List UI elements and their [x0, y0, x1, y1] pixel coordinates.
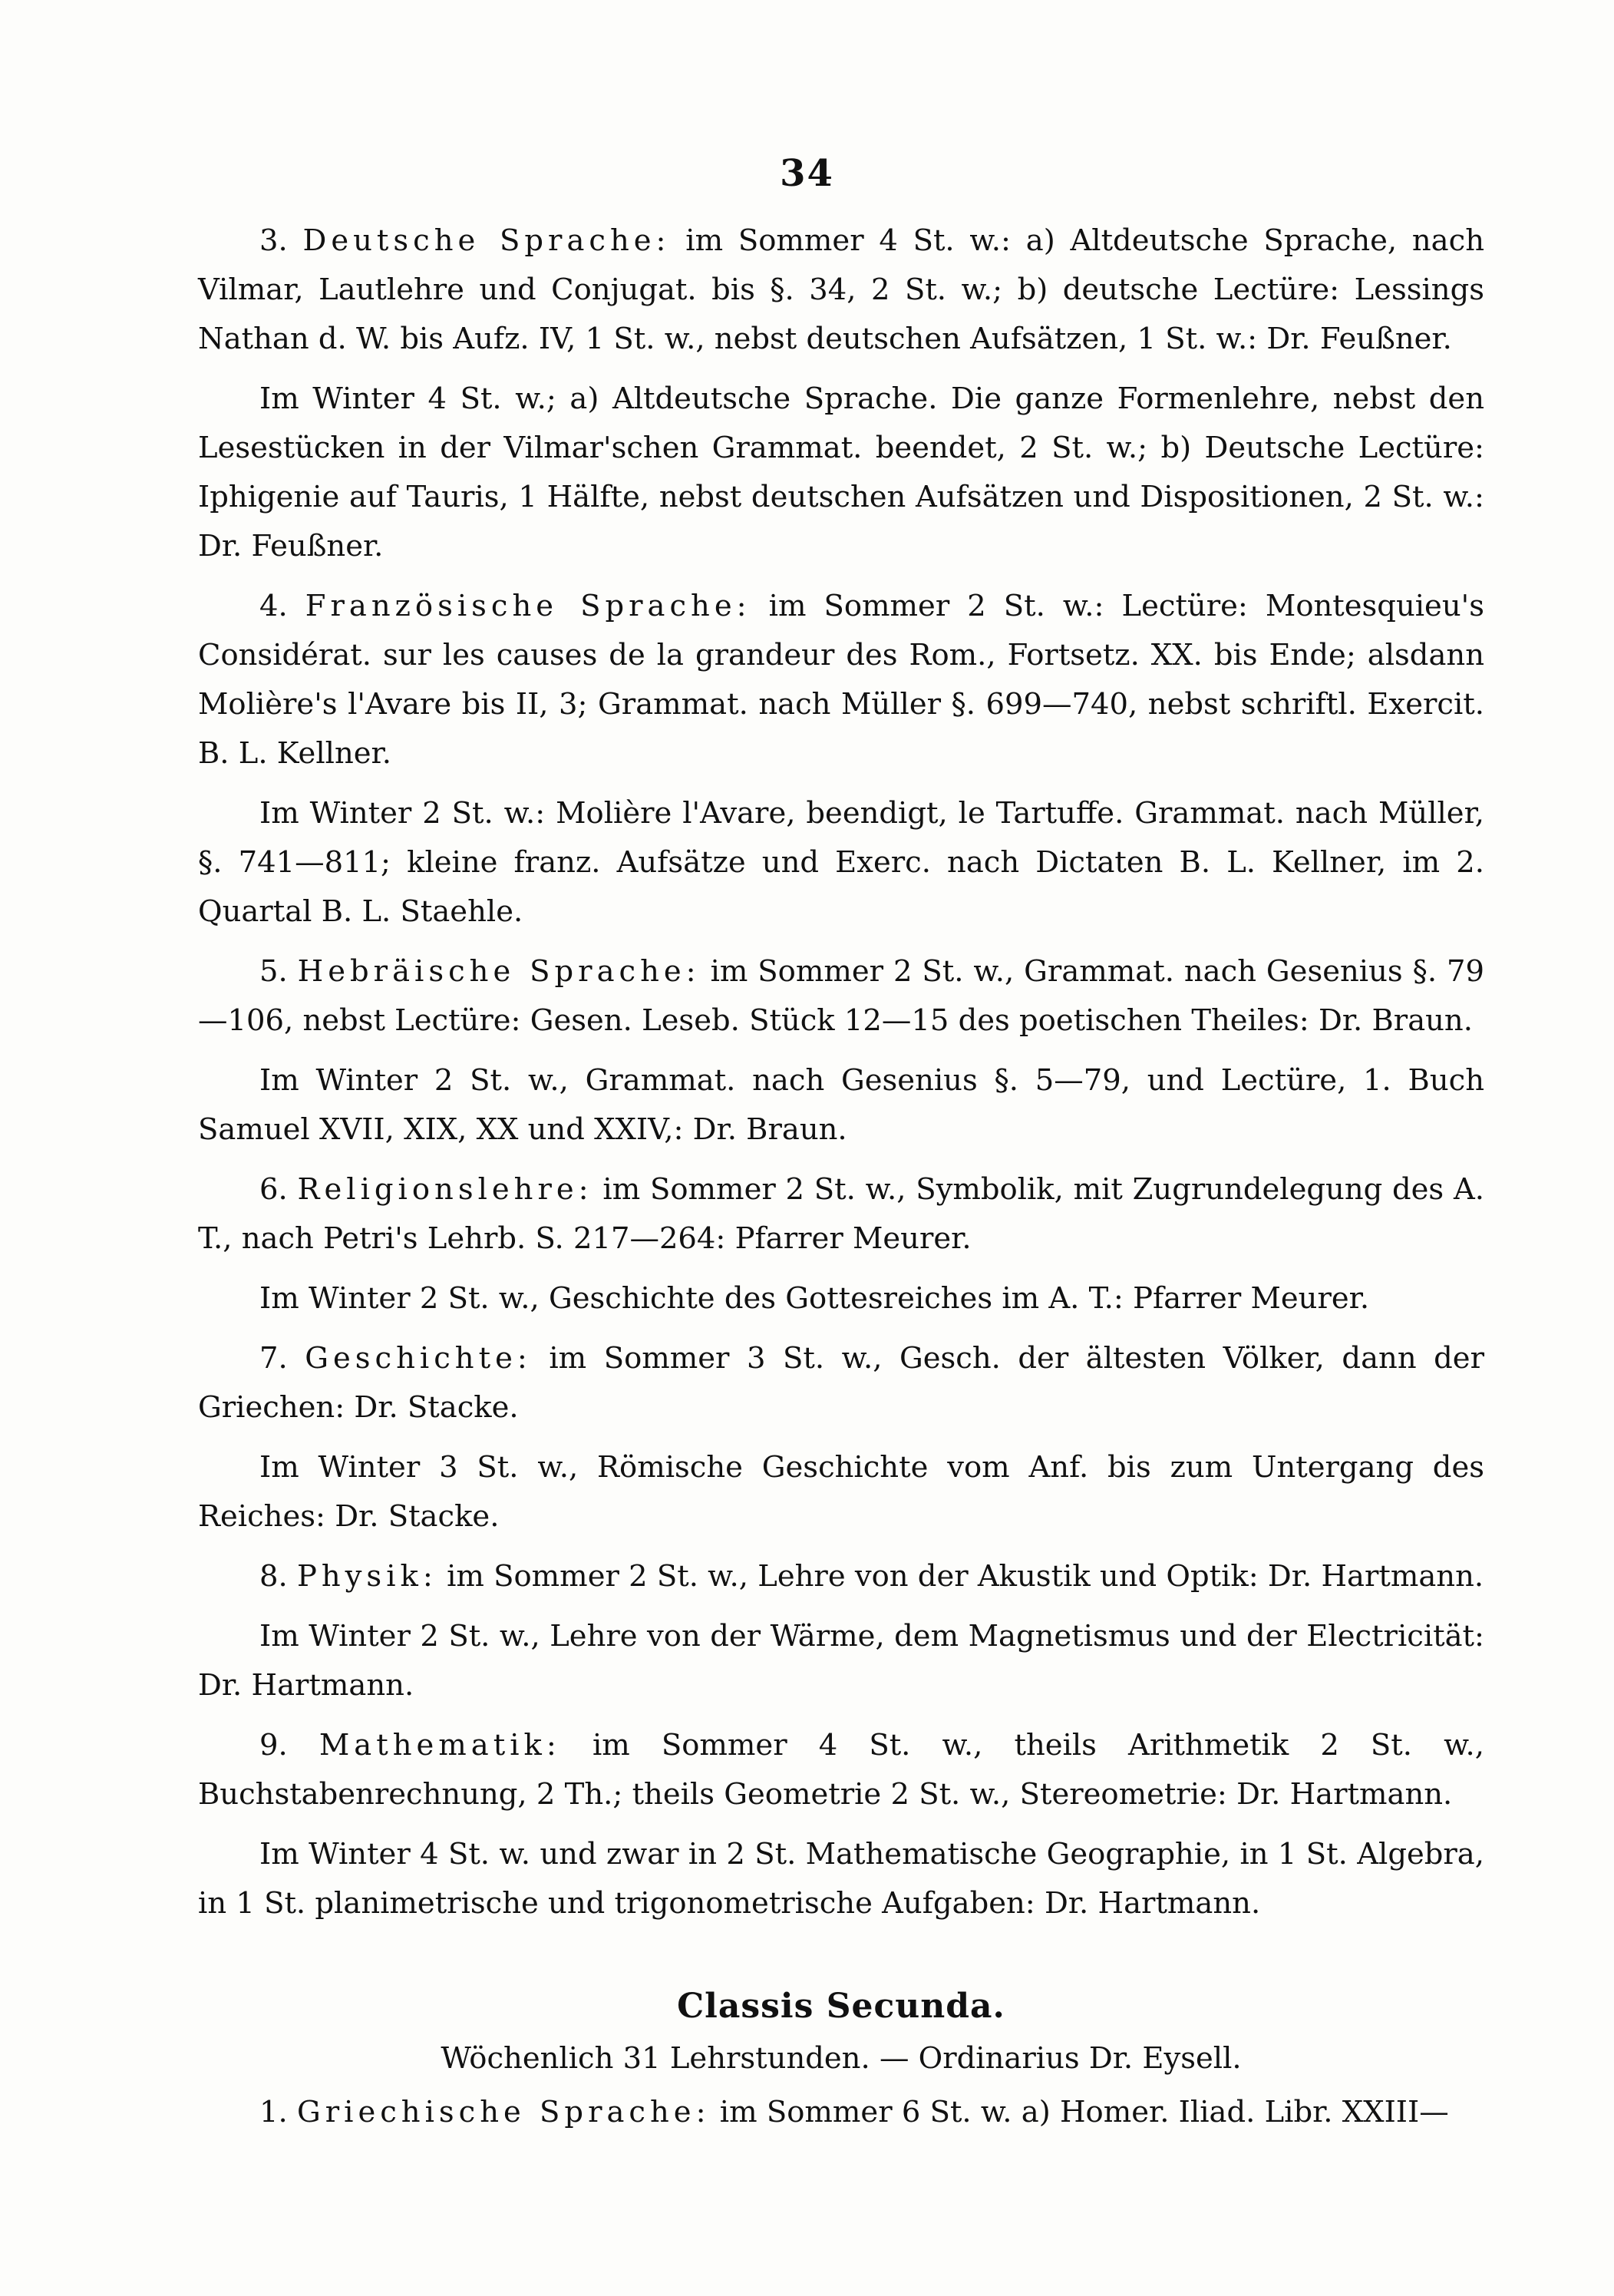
subject-heading: Religionslehre: [297, 1172, 593, 1207]
subject-heading: Geschichte: [305, 1341, 532, 1376]
paragraph-text: im Sommer 2 St. w., Lehre von der Akustik und Optik: Dr. Hartmann. [447, 1559, 1484, 1594]
paragraph-text: im Sommer 4 St. w., theils Arithmetik 2 St. w., Buchstabenrechnung, 2 Th.; theils Geometrie 2 St. w., Stereometrie: Dr. Hartmann. [198, 1728, 1484, 1812]
paragraph-text: Im Winter 2 St. w.: Molière l'Avare, beendigt, le Tartuffe. Grammat. nach Müller, §. 741—811; kleine franz. Aufsätze und Exerc. nach Dictaten B. L. Kellner, im 2. Quartal B. L. Staehle. [198, 796, 1484, 929]
paragraph-text: im Sommer 2 St. w.: Lectüre: Montesquieu's Considérat. sur les causes de la grandeur des Rom., Fortsetz. XX. bis Ende; alsdann Molière's l'Avare bis II, 3; Grammat. nach Müller §. 699—740, nebst schriftl. Exercit. B. L. Kellner. [198, 589, 1484, 771]
paragraph-geschichte-winter [198, 1443, 1484, 1541]
subject-heading: Deutsche Sprache: [302, 223, 671, 258]
paragraph-physik-winter [198, 1612, 1484, 1710]
paragraph-text: im Sommer 6 St. w. a) Homer. Iliad. Libr. XXIII— [719, 2095, 1449, 2129]
paragraph-text: im Sommer 3 St. w., Gesch. der ältesten Völker, dann der Griechen: Dr. Stacke. [198, 1341, 1484, 1425]
paragraph-deutsch-winter [198, 375, 1484, 571]
subject-heading: Mathematik: [319, 1728, 561, 1762]
subject-heading: Physik: [296, 1559, 437, 1594]
item-number: 1. [259, 2095, 288, 2129]
item-number: 9. [259, 1728, 288, 1762]
body-text [198, 216, 1484, 2148]
section-subtitle: Wöchenlich 31 Lehrstunden. — Ordinarius Dr. Eysell. [441, 2041, 1242, 2076]
paragraph-text: im Sommer 2 St. w., Symbolik, mit Zugrundelegung des A. T., nach Petri's Lehrb. S. 217—264: Pfarrer Meurer. [198, 1172, 1484, 1256]
paragraph-mathematik-winter [198, 1830, 1484, 1928]
subject-heading: Hebräische Sprache: [297, 954, 701, 989]
paragraph-religion-winter [198, 1274, 1484, 1323]
item-number: 7. [259, 1341, 288, 1376]
section-title: Classis Secunda. [677, 1987, 1005, 2026]
paragraph-hebraeisch-winter [198, 1056, 1484, 1155]
paragraph-text: im Sommer 4 St. w.: a) Altdeutsche Sprache, nach Vilmar, Lautlehre und Conjugat. bis §. 34, 2 St. w.; b) deutsche Lectüre: Lessings Nathan d. W. bis Aufz. IV, 1 St. w., nebst deutschen Aufsätzen, 1 St. w.: Dr. Feußner. [198, 223, 1484, 356]
paragraph-text: Im Winter 4 St. w. und zwar in 2 St. Mathematische Geographie, in 1 St. Algebra, in 1 St. planimetrische und trigonometrische Aufgaben: Dr. Hartmann. [198, 1837, 1484, 1921]
item-number: 4. [259, 589, 288, 623]
subject-heading: Griechische Sprache: [296, 2095, 711, 2129]
item-number: 3. [259, 223, 288, 258]
paragraph-religion [198, 1165, 1484, 1264]
paragraph-geschichte [198, 1334, 1484, 1432]
paragraph-text: Im Winter 3 St. w., Römische Geschichte vom Anf. bis zum Untergang des Reiches: Dr. Stacke. [198, 1450, 1484, 1534]
item-number: 6. [259, 1172, 288, 1207]
paragraph-franzoesisch-winter [198, 789, 1484, 937]
item-number: 8. [259, 1559, 288, 1594]
paragraph-griechisch [198, 2088, 1484, 2137]
paragraph-text: im Sommer 2 St. w., Grammat. nach Gesenius §. 79—106, nebst Lectüre: Gesen. Leseb. Stück 12—15 des poetischen Theiles: Dr. Braun. [198, 954, 1484, 1038]
item-number: 5. [259, 954, 288, 989]
paragraph-text: Im Winter 2 St. w., Geschichte des Gottesreiches im A. T.: Pfarrer Meurer. [259, 1281, 1370, 1316]
paragraph-text: Im Winter 2 St. w., Lehre von der Wärme, dem Magnetismus und der Electricität: Dr. Hartmann. [198, 1619, 1484, 1703]
paragraph-text: Im Winter 4 St. w.; a) Altdeutsche Sprache. Die ganze Formenlehre, nebst den Lesestücken in der Vilmar'schen Grammat. beendet, 2 St. w.; b) Deutsche Lectüre: Iphigenie auf Tauris, 1 Hälfte, nebst deutschen Aufsätzen und Dispositionen, 2 St. w.: Dr. Feußner. [198, 382, 1484, 563]
paragraph-mathematik [198, 1721, 1484, 1819]
page-number: 34 [780, 152, 834, 195]
paragraph-hebraeisch [198, 947, 1484, 1046]
paragraph-franzoesisch [198, 582, 1484, 778]
paragraph-physik [198, 1552, 1484, 1601]
paragraph-text: Im Winter 2 St. w., Grammat. nach Gesenius §. 5—79, und Lectüre, 1. Buch Samuel XVII, XIX, XX und XXIV,: Dr. Braun. [198, 1063, 1484, 1147]
paragraph-deutsch [198, 216, 1484, 364]
subject-heading: Französische Sprache: [305, 589, 751, 623]
